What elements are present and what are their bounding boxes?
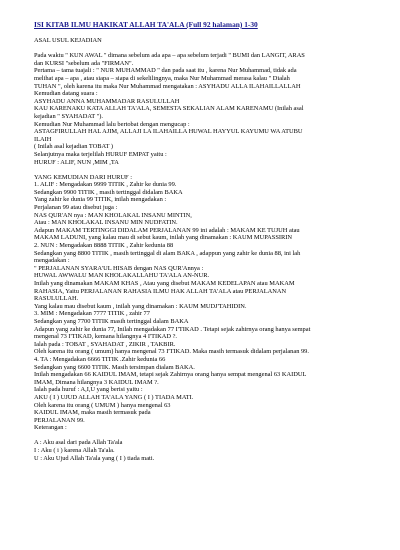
text-line: Keterangan : bbox=[34, 424, 67, 432]
text-line: Yang kalau mau disebut kaum , inilah yang dinamakan : KAUM MUDJ'TAHIDIN. bbox=[34, 302, 247, 310]
text-line: Kemudian Nur Muhammad lalu bertobat dengan mengucap : bbox=[34, 120, 190, 128]
text-line: Inilah yang dinamakan MAKAM KHAS , Atau yang disebut MAKAM KEDELAPAN atau MAKAM bbox=[34, 280, 295, 287]
text-line: KAU KARENAKU KATA ALLAH TA'ALA, SEMESTA SEKALIAN ALAM KARENAMU (Inilah asal bbox=[34, 105, 304, 113]
text-line: I : Aku ( i ) karena Allah Ta'ala. bbox=[34, 447, 115, 455]
text-line: Adapun yang zahir ke dunia 77, Inilah mengadakan 77 I'TIKAD . Tetapi sejak zahirnya orang hanya sempat bbox=[34, 325, 311, 333]
document-body bbox=[34, 37, 386, 462]
text-line: Pada waktu " KUN AWAL " dimana sebelum ada apa – apa sebelum terjadi " BUMI dan LANGIT, ARAS bbox=[34, 52, 305, 60]
text-line: 1. ALIF : Mengadakan 9999 TITIK , Zahir ke dunia 99. bbox=[34, 181, 177, 189]
blank-line bbox=[34, 432, 386, 440]
text-line: ASYHADU ANNA MUHAMMADAR RASULULLAH bbox=[34, 97, 180, 105]
text-line: Oleh karena itu orang ( umum) hanya mengenal 73 I'TIKAD. Maka masih termasuk didalam perjalanan 99. bbox=[34, 348, 309, 356]
text-line: Ialah pada huruf : A,I,U yang berisi yaitu : bbox=[34, 386, 143, 394]
text-line: 3. MIM : Mengadakan 7777 TITIK , zahir 77 bbox=[34, 310, 150, 318]
text-line: Selanjutnya maka terjelilah HURUF EMPAT yaitu : bbox=[34, 150, 167, 158]
text-line: PERJALANAN 99. bbox=[34, 416, 85, 424]
text-line: Oleh karena itu orang ( UMUM ) hanya mengenal 63 bbox=[34, 401, 171, 409]
text-line: Sedangkan yang 6600 TITIK. Masih tersimpan dialam BAKA. bbox=[34, 363, 195, 371]
text-line: Sedangkan 9900 TITIK , masih tertinggal didalam BAKA bbox=[34, 188, 183, 196]
text-line: Sedangkan yang 8800 TITIK , masih tertinggal di alam BAKA , adappun yang zahir ke dunia 88, ini lah bbox=[34, 249, 301, 257]
document-title[interactable]: ISI KITAB ILMU HAKIKAT ALLAH TA'ALA (Full 92 halaman) 1-30 bbox=[34, 20, 258, 29]
text-line: U : Aku Ujud Allah Ta'ala yang ( I ) tiada mati. bbox=[34, 454, 155, 462]
text-line: ASAL USUL KEJADIAN bbox=[34, 37, 102, 44]
text-line: HUWAL AWWALU MAN KHOLAKALLAHU TA'ALA AN-NUR. bbox=[34, 272, 210, 280]
text-line: mengadakan : bbox=[34, 257, 70, 265]
text-line: Perjalanan 99 atau disebut juga : bbox=[34, 204, 118, 212]
text-line: Kemudian datang suara : bbox=[34, 90, 98, 98]
text-line: TUHAN ", oleh karena itu maka Nur Muhammad mengatakan : ASYHADU ALLA ILAHAILLALLAH bbox=[34, 82, 301, 90]
text-line: ILAIH bbox=[34, 135, 52, 143]
text-line: 4. TA : Mengadakan 6666 TITIK .Zahir kedunia 66 bbox=[34, 355, 166, 363]
text-line: RASULULLAH. bbox=[34, 295, 79, 303]
text-line: ASTAGFIRULLAH HAL AJIM, ALLAJI LA ILAHAILLA HUWAL HAYYUL KAYUMU WA ATUBU bbox=[34, 128, 303, 136]
text-line: KAIDUL IMAM, maka masih termasuk pada bbox=[34, 409, 151, 417]
text-line: ( Inilah asal kejadian TOBAT ) bbox=[34, 143, 113, 151]
text-line: Atau : MAN KHOLAKAL INSANU MIN NUDFATIN. bbox=[34, 219, 178, 227]
text-line: Pertama – tama tuajali : " NUR MUHAMMAD " dan pada saat itu , karena Nur Muhammad, tidak ada bbox=[34, 67, 297, 75]
text-line: Adapun MAKAM TERTINGGI DIDALAM PERJALANAN 99 ini adalah : MAKAM KE TUJUH atau bbox=[34, 226, 300, 234]
text-line: mengenal 73 I'TIKAD, kemana hilangnya 4 I'TIKAD ?. bbox=[34, 333, 178, 341]
text-line: MAKAM LADUNI, yang kalau mau di sebut kaum, inilah yang dinamakan : KAUM MUPASSIRIN bbox=[34, 234, 293, 242]
text-line: NAS QUR'AN nya : MAN KHOLAKAL INSANU MINTIN, bbox=[34, 211, 192, 219]
text-line: YANG KEMUDIAN DARI HURUF : bbox=[34, 173, 132, 181]
text-line: dan KURSI "sebelum ada "FIRMAN". bbox=[34, 59, 134, 67]
blank-line bbox=[34, 166, 386, 174]
text-line: melihat apa – apa , atau siapa – siapa di sekelilingnya, maka Nur Muhammad merasa kalau " Dialah bbox=[34, 74, 290, 82]
text-line: HURUF : ALIF, NUN ,MIM ,TA bbox=[34, 158, 119, 166]
text-line: kejadian " SYAHADAT "). bbox=[34, 112, 103, 120]
text-line: IMAM, Dimana hilangnya 3 KAIDUL IMAM ?. bbox=[34, 378, 159, 386]
text-line: Yang zahir ke dunia 99 TITIK, inilah mengadakan : bbox=[34, 196, 167, 204]
blank-line bbox=[34, 45, 386, 53]
text-line: Ialah pada : TOBAT , SYAHADAT , ZIKIR , TAKBIR. bbox=[34, 340, 176, 348]
text-line: " PERJALANAN SYARA'UL HISAB dengan NAS QUR'Annya : bbox=[34, 264, 204, 272]
text-line: A : Aku asal dari pada Allah Ta'ala bbox=[34, 439, 123, 447]
text-line: RAHASIA, Yaitu PERJALANAN RAHASIA ILMU HAK ALLAH TA'ALA atau PERJALANAN bbox=[34, 287, 287, 295]
text-line: 2. NUN : Mengadakan 8888 TITIK , Zahir kedunia 88 bbox=[34, 242, 174, 250]
text-line: Sedangkan yang 7700 TITIK masih tertinggal dalam BAKA bbox=[34, 317, 189, 325]
text-line: AKU ( I ) UJUD ALLAH TA'ALA YANG ( I ) TIADA MATI. bbox=[34, 393, 194, 401]
text-line: Inilah mengadakan 66 KAIDUL IMAM, tetapi sejak Zahirnya orang hanya sempat mengenal 63 KAIDUL bbox=[34, 371, 307, 379]
